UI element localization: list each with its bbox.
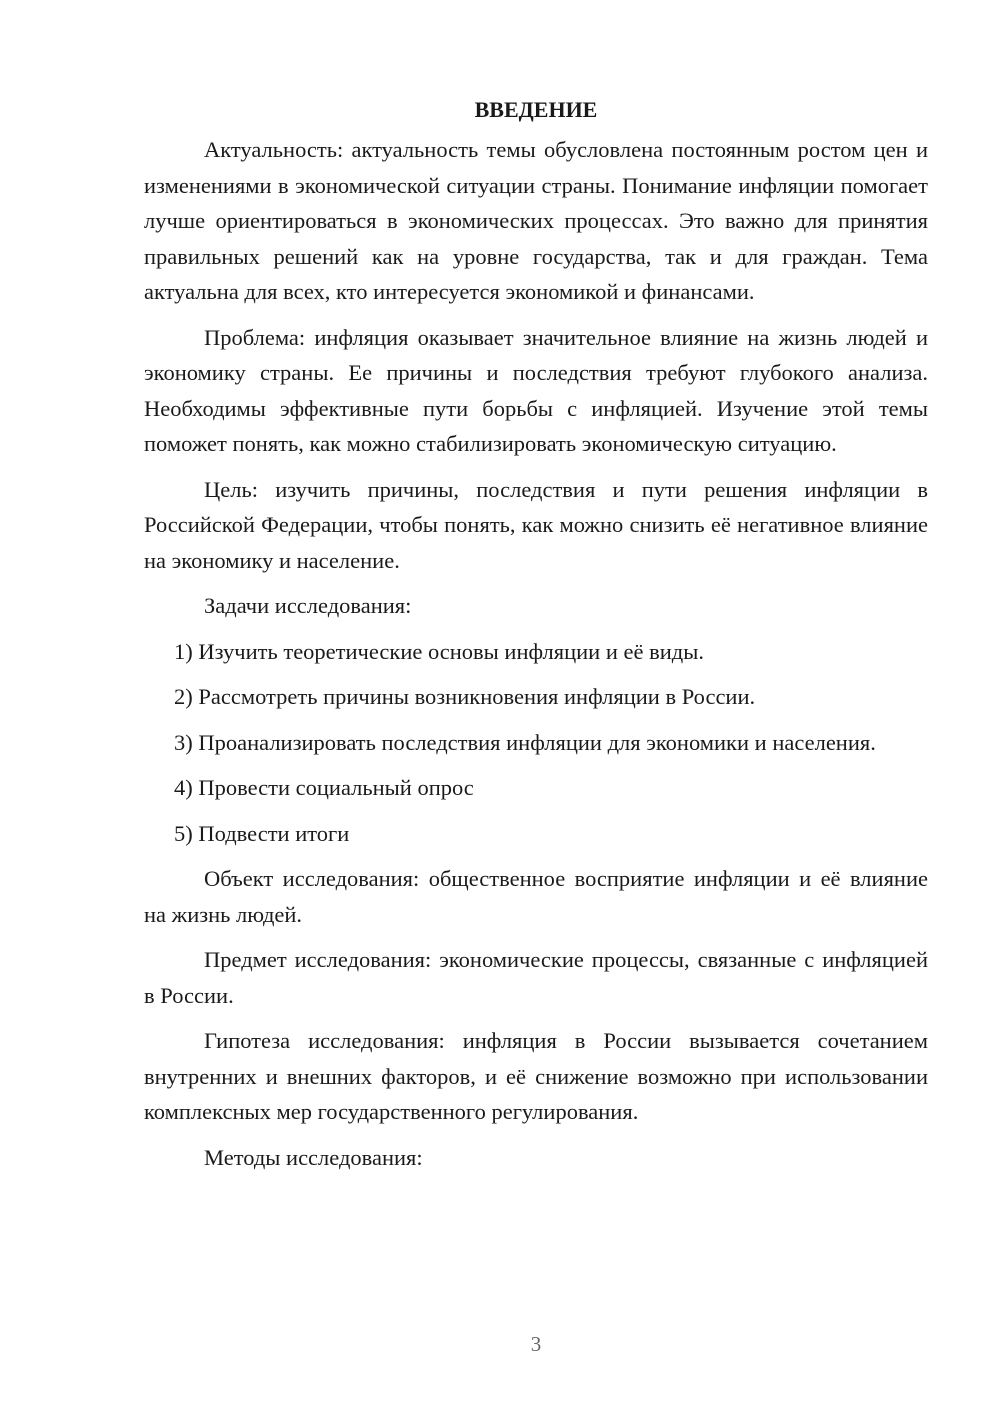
- document-page: [144, 92, 928, 1185]
- paragraph-object: Объект исследования: общественное восприятие инфляции и её влияние на жизнь людей.: [144, 866, 928, 927]
- paragraph-tasks-intro: Задачи исследования:: [204, 593, 412, 618]
- paragraph-methods: Методы исследования:: [204, 1144, 423, 1170]
- task-item: 1) Изучить теоретические основы инфляции и её виды.: [174, 638, 704, 664]
- paragraph-goal: Цель: изучить причины, последствия и пути решения инфляции в Российской Федерации, чтобы понять, как можно снизить её негативное влияние на экономику и население.: [144, 476, 928, 573]
- paragraph-hypothesis: Гипотеза исследования: инфляция в России вызывается сочетанием внутренних и внешних факторов, и её снижение возможно при использовании комплексных мер государственного регулирования.: [144, 1028, 928, 1124]
- task-item: 3) Проанализировать последствия инфляции для экономики и населения.: [174, 729, 876, 755]
- paragraph-problem: Проблема: инфляция оказывает значительное влияние на жизнь людей и экономику страны. Ее причины и последствия требуют глубокого анализа. Необходимы эффективные пути борьбы с инфляцией. Изучение этой темы поможет понять, как можно стабилизировать экономическую ситуацию.: [144, 324, 928, 456]
- paragraph-relevance: Актуальность: актуальность темы обусловлена постоянным ростом цен и изменениями в экономической ситуации страны. Понимание инфляции помогает лучше ориентироваться в экономических процессах. Это важно для принятия правильных решений как на уровне государства, так и для граждан. Тема актуальна для всех, кто интересуется экономикой и финансами.: [144, 137, 928, 304]
- task-item: 2) Рассмотреть причины возникновения инфляции в России.: [174, 684, 756, 709]
- paragraph-subject: Предмет исследования: экономические процессы, связанные с инфляцией в России.: [144, 947, 928, 1008]
- task-item: 5) Подвести итоги: [174, 820, 350, 846]
- page-title: ВВЕДЕНИЕ: [474, 97, 598, 122]
- task-list: [144, 634, 928, 852]
- page-number: 3: [530, 1332, 542, 1356]
- task-item: 4) Провести социальный опрос: [174, 775, 474, 800]
